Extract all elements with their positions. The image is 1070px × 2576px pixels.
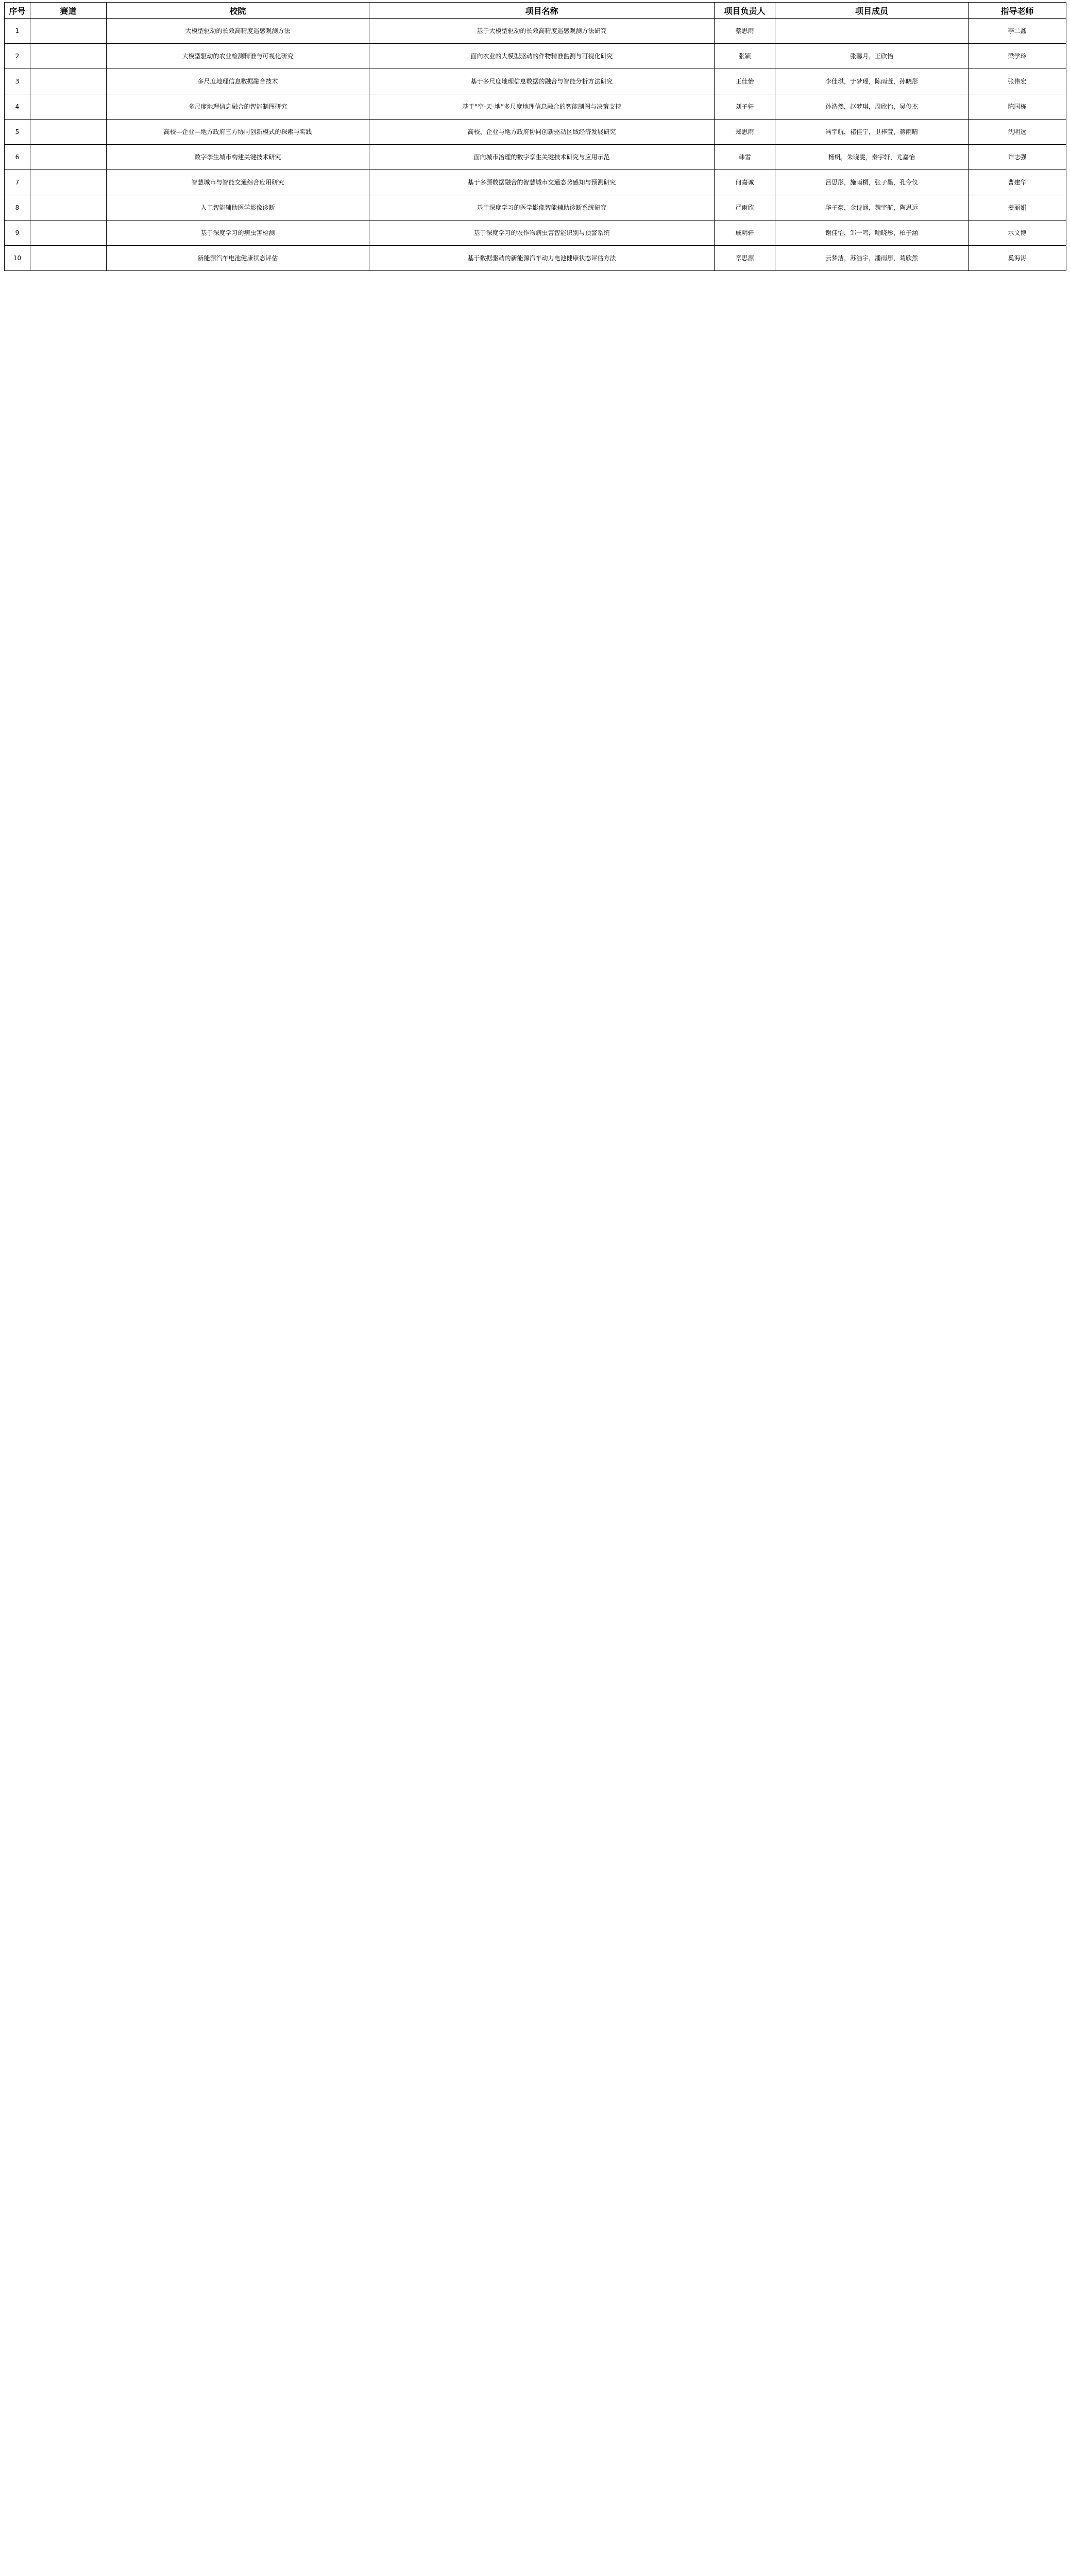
header-cell: 赛道 (30, 3, 107, 19)
cell-members: 冯宇航，褚佳宁，卫梓萱，蒋雨晴 (775, 120, 969, 145)
cell-track (30, 246, 107, 271)
table-row (5, 44, 1066, 69)
table-row (5, 19, 1066, 44)
cell-leader: 何嘉诚 (715, 170, 775, 195)
spreadsheet (4, 2, 1066, 271)
cell-no: 2 (5, 44, 30, 69)
cell-leader: 严雨欣 (715, 195, 775, 221)
cell-members: 张馨月，王欣怡 (775, 44, 969, 69)
cell-title: 基于多源数据融合的智慧城市交通态势感知与预测研究 (369, 170, 715, 195)
cell-track (30, 44, 107, 69)
cell-no: 9 (5, 221, 30, 246)
cell-track (30, 221, 107, 246)
header-cell: 项目负责人 (715, 3, 775, 19)
cell-title: 高校、企业与地方政府协同创新驱动区域经济发展研究 (369, 120, 715, 145)
cell-school: 大模型驱动的农业检测精准与可视化研究 (107, 44, 369, 69)
cell-school: 新能源汽车电池健康状态评估 (107, 246, 369, 271)
cell-leader: 章思源 (715, 246, 775, 271)
table-row (5, 69, 1066, 94)
cell-leader: 郑思雨 (715, 120, 775, 145)
cell-school: 智慧城市与智能交通综合应用研究 (107, 170, 369, 195)
cell-title: 基于“空-天-地”多尺度地理信息融合的智能制图与决策支持 (369, 94, 715, 120)
cell-school: 人工智能辅助医学影像诊断 (107, 195, 369, 221)
cell-advisor: 许志强 (969, 145, 1066, 170)
cell-track (30, 19, 107, 44)
cell-members (775, 19, 969, 44)
cell-members: 云梦洁，苏浩宇，潘雨彤，葛欣然 (775, 246, 969, 271)
table-row (5, 170, 1066, 195)
cell-title: 基于数据驱动的新能源汽车动力电池健康状态评估方法 (369, 246, 715, 271)
cell-track (30, 94, 107, 120)
header-cell: 校院 (107, 3, 369, 19)
cell-title: 基于深度学习的医学影像智能辅助诊断系统研究 (369, 195, 715, 221)
cell-no: 1 (5, 19, 30, 44)
cell-no: 4 (5, 94, 30, 120)
project-table (4, 2, 1066, 271)
table-row (5, 94, 1066, 120)
cell-members: 吕思彤，施雨桐，张子墨，孔令仪 (775, 170, 969, 195)
header-cell: 项目成员 (775, 3, 969, 19)
header-cell: 指导老师 (969, 3, 1066, 19)
cell-advisor: 梁学玲 (969, 44, 1066, 69)
table-row (5, 120, 1066, 145)
cell-school: 大模型驱动的长效高精度遥感观测方法 (107, 19, 369, 44)
cell-track (30, 195, 107, 221)
cell-school: 基于深度学习的病虫害检测 (107, 221, 369, 246)
cell-members: 华子豪，金诗涵，魏宇航，陶思远 (775, 195, 969, 221)
cell-track (30, 69, 107, 94)
cell-members: 孙浩然，赵梦琪，周欣怡，吴俊杰 (775, 94, 969, 120)
cell-no: 6 (5, 145, 30, 170)
cell-school: 高校—企业—地方政府三方协同创新模式的探索与实践 (107, 120, 369, 145)
header-row (5, 3, 1066, 19)
cell-leader: 戚明轩 (715, 221, 775, 246)
header-cell: 序号 (5, 3, 30, 19)
cell-advisor: 陈国栋 (969, 94, 1066, 120)
cell-track (30, 120, 107, 145)
cell-school: 多尺度地理信息融合的智能制图研究 (107, 94, 369, 120)
cell-no: 10 (5, 246, 30, 271)
cell-school: 数字孪生城市构建关键技术研究 (107, 145, 369, 170)
cell-title: 面向城市治理的数字孪生关键技术研究与应用示范 (369, 145, 715, 170)
table-row (5, 145, 1066, 170)
cell-members: 李佳琪，于梦瑶，陈雨萱，孙晓彤 (775, 69, 969, 94)
table-row (5, 221, 1066, 246)
cell-advisor: 奚海涛 (969, 246, 1066, 271)
cell-advisor: 李二鑫 (969, 19, 1066, 44)
cell-members: 谢佳怡，邹一鸣，喻晓彤，柏子涵 (775, 221, 969, 246)
table-row (5, 246, 1066, 271)
cell-advisor: 沈明远 (969, 120, 1066, 145)
cell-advisor: 水文博 (969, 221, 1066, 246)
cell-leader: 王佳怡 (715, 69, 775, 94)
cell-advisor: 张伟宏 (969, 69, 1066, 94)
cell-track (30, 145, 107, 170)
cell-title: 基于大模型驱动的长效高精度遥感观测方法研究 (369, 19, 715, 44)
cell-no: 7 (5, 170, 30, 195)
cell-leader: 蔡思雨 (715, 19, 775, 44)
cell-leader: 张颖 (715, 44, 775, 69)
cell-advisor: 姜丽娟 (969, 195, 1066, 221)
cell-leader: 刘子轩 (715, 94, 775, 120)
cell-no: 8 (5, 195, 30, 221)
table-row (5, 195, 1066, 221)
cell-leader: 韩雪 (715, 145, 775, 170)
cell-title: 基于深度学习的农作物病虫害智能识别与预警系统 (369, 221, 715, 246)
cell-title: 基于多尺度地理信息数据的融合与智能分析方法研究 (369, 69, 715, 94)
cell-no: 5 (5, 120, 30, 145)
header-cell: 项目名称 (369, 3, 715, 19)
cell-track (30, 170, 107, 195)
cell-advisor: 曹建华 (969, 170, 1066, 195)
cell-school: 多尺度地理信息数据融合技术 (107, 69, 369, 94)
cell-title: 面向农业的大模型驱动的作物精准监测与可视化研究 (369, 44, 715, 69)
cell-members: 杨帆，朱晓雯，秦宇轩，尤嘉怡 (775, 145, 969, 170)
cell-no: 3 (5, 69, 30, 94)
